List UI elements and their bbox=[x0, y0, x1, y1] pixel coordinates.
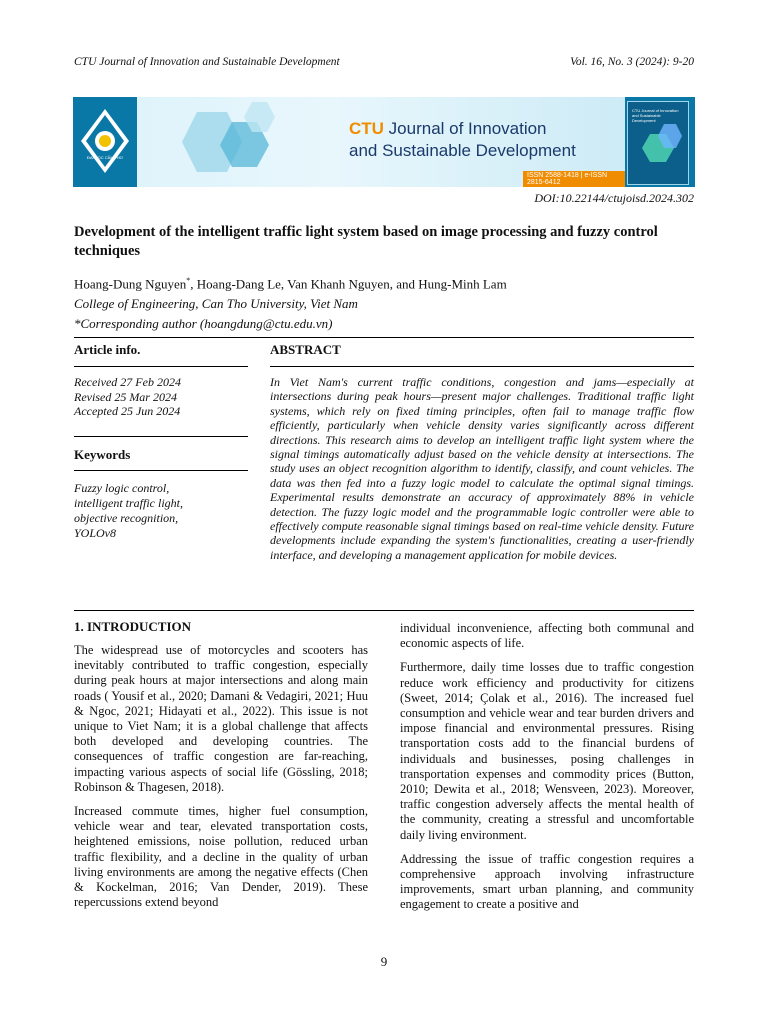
author-first: Hoang-Dung Nguyen bbox=[74, 276, 187, 292]
journal-banner bbox=[73, 97, 695, 187]
cover-graphic-icon bbox=[628, 102, 688, 184]
paper-title: Development of the intelligent traffic light system based on image processing and fuzzy control techniques bbox=[74, 224, 658, 259]
author-rest: , Hoang-Dang Le, Van Khanh Nguyen, and Hung-Minh Lam bbox=[190, 276, 507, 292]
article-dates bbox=[74, 375, 181, 419]
received-date: Received 27 Feb 2024 bbox=[74, 375, 181, 389]
revised-date: Revised 25 Mar 2024 bbox=[74, 389, 177, 404]
intro-paragraph-1: The widespread use of motorcycles and scooters has inevitably contributed to traffic congestion, especially during peak hours at major intersections and along main roads ( Yousif et al., 2020; Damani & Vedagiri, 2021; Huu & Ngoc, 2021; Hidayati et al., 2022). This issue is not unique to Viet Nam; it is a global challenge that affects both developed and developing countries. The consequences of traffic congestion are far-reaching, impacting various aspects of social life (Gössling, 2018; Robinson & Thagesen, 2018). bbox=[74, 643, 368, 794]
keyword-1: Fuzzy logic control, bbox=[74, 481, 170, 495]
divider-keywords bbox=[74, 470, 248, 471]
keyword-4: YOLOv8 bbox=[74, 526, 117, 540]
intro-paragraph-2: Increased commute times, higher fuel consumption, vehicle wear and tear, elevated transportation costs, heightened emissions, noise pollution, reduced urban traffic flexibility, and a decline in the quality of urban living environments are among the negative effects (Chen & Kockelman, 2016; Van Dender, 2019). These repercussions extend beyond bbox=[74, 804, 368, 910]
keyword-3: objective recognition, bbox=[74, 511, 179, 525]
divider-top bbox=[74, 337, 694, 338]
banner-issn: ISSN 2588-1418 | e-ISSN 2815-6412 bbox=[523, 171, 625, 187]
article-info-heading: Article info. bbox=[74, 342, 141, 357]
intro-paragraph-5: Addressing the issue of traffic congestion requires a comprehensive approach involving infrastructure improvements, smart urban planning, and community engagement to create a positive and bbox=[400, 851, 694, 912]
banner-title-area bbox=[137, 97, 625, 187]
body-column-right bbox=[400, 621, 694, 922]
abstract-text: In Viet Nam's current traffic conditions, congestion and jams—especially at intersections during peak hours—present major challenges. Traditional traffic light systems, which rely on fixed timing principles, often fail to manage traffic flow efficiently, particularly when vehicle density varies significantly across different directions. This research aims to develop an intelligent traffic light system where the signal timings automatically adjust based on the vehicle density at intersections. The study uses an object recognition algorithm to identify, classify, and count vehicles. The data was then fed into a fuzzy logic model to calculate the optimal signal timings. Experimental results demonstrate an accuracy of approximately 88% in vehicle detection. The fuzzy logic model and the programmable logic controller were able to effectively compute reasonable signal timings based on real-time vehicle density. Future developments include expanding the system's functionalities, creating a user-friendly interface, and developing a management application for mobile devices. bbox=[270, 375, 694, 562]
divider-info bbox=[74, 366, 248, 367]
logo-text: ĐẠI HỌC CẦN THƠ bbox=[86, 155, 124, 160]
keyword-2: intelligent traffic light, bbox=[74, 496, 183, 510]
divider-dates bbox=[74, 436, 248, 437]
page-number: 9 bbox=[380, 954, 388, 969]
journal-cover-thumbnail bbox=[627, 101, 689, 185]
divider-bottom bbox=[74, 610, 694, 611]
banner-title-line1 bbox=[349, 119, 547, 139]
accepted-date: Accepted 25 Jun 2024 bbox=[74, 404, 181, 418]
journal-header: CTU Journal of Innovation and Sustainable Development bbox=[74, 56, 340, 68]
divider-abstract bbox=[270, 366, 694, 367]
banner-brand: CTU bbox=[349, 119, 384, 138]
corresponding-author: *Corresponding author (hoangdung@ctu.edu.vn) bbox=[74, 316, 333, 331]
introduction-heading: 1. INTRODUCTION bbox=[74, 619, 192, 634]
abstract-heading: ABSTRACT bbox=[270, 342, 341, 357]
keywords-heading: Keywords bbox=[74, 447, 131, 462]
volume-header: Vol. 16, No. 3 (2024): 9-20 bbox=[570, 56, 694, 68]
university-logo-icon bbox=[77, 101, 133, 181]
intro-paragraph-4: Furthermore, daily time losses due to traffic congestion reduce work efficiency and productivity for citizens (Sweet, 2014; Çolak et al., 2016). The increased fuel consumption and vehicle wear and tear burden drivers and impose financial and environmental pressures. Rising transportation costs add to the financial burdens of individuals and businesses, posing challenges in transportation expenses and commodity prices (Button, 2010; Dewita et al., 2018; Wensveen, 2023). Moreover, traffic congestion adversely affects the mental health of the community, creating a stressful and uncomfortable daily living environment. bbox=[400, 660, 694, 842]
doi: DOI:10.22144/ctujoisd.2024.302 bbox=[534, 191, 694, 205]
banner-title-line2: and Sustainable Development bbox=[349, 141, 576, 160]
cover-text: CTU Journal of Innovation and Sustainable Development bbox=[632, 108, 679, 123]
keywords-list bbox=[74, 481, 244, 541]
intro-paragraph-3: individual inconvenience, affecting both communal and economic aspects of life. bbox=[400, 621, 694, 651]
authors bbox=[74, 276, 507, 292]
affiliation: College of Engineering, Can Tho University, Viet Nam bbox=[74, 296, 358, 311]
hexagon-graphic-icon bbox=[157, 97, 277, 187]
corresponding-mark: * bbox=[186, 276, 191, 285]
body-column-left bbox=[74, 643, 368, 919]
banner-title-text: Journal of Innovation bbox=[383, 119, 547, 138]
